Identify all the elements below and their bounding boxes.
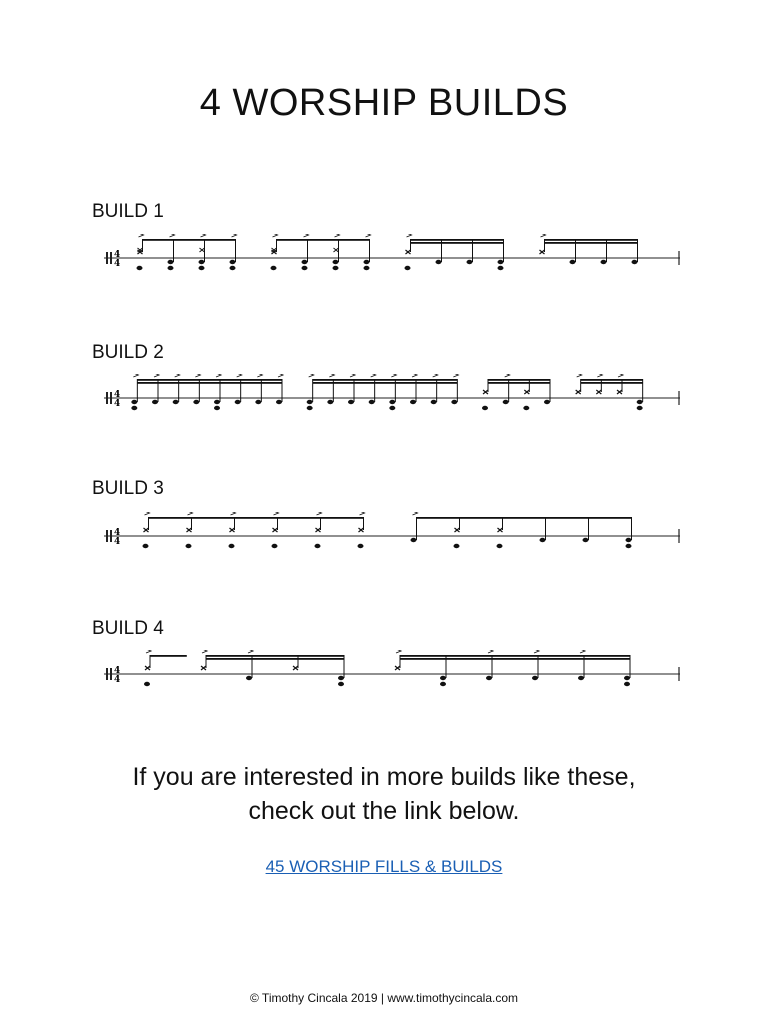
cymbal-note [498, 528, 503, 532]
accent-mark [534, 650, 539, 653]
snare-note [583, 538, 589, 542]
snare-note [168, 260, 174, 264]
build-4-label: BUILD 4 [92, 618, 164, 639]
kick-note [230, 266, 236, 270]
kick-note [624, 682, 630, 686]
time-signature: 4 [114, 390, 121, 400]
snare-note [193, 400, 199, 404]
snare-note [532, 676, 538, 680]
accent-mark [433, 374, 438, 377]
snare-note [436, 260, 442, 264]
accent-mark [232, 234, 237, 237]
build-4-notation [104, 650, 680, 690]
cymbal-note [406, 250, 411, 254]
accent-mark [309, 374, 314, 377]
note-beam [150, 655, 187, 657]
snare-note [302, 260, 308, 264]
accent-mark [139, 234, 144, 237]
accent-mark [170, 234, 175, 237]
accent-mark [407, 234, 412, 237]
cymbal-note [524, 390, 529, 394]
percussion-clef [110, 530, 112, 542]
kick-note [497, 544, 503, 548]
note-beam [581, 382, 643, 384]
worship-fills-link[interactable]: 45 WORSHIP FILLS & BUILDS [265, 857, 503, 876]
cymbal-note [273, 528, 278, 532]
accent-mark [154, 374, 159, 377]
kick-note [482, 406, 488, 410]
snare-note [486, 676, 492, 680]
accent-mark [335, 234, 340, 237]
snare-note [431, 400, 437, 404]
snare-note [440, 676, 446, 680]
percussion-clef [106, 530, 108, 542]
time-signature: 4 [114, 666, 121, 676]
snare-note [632, 260, 638, 264]
kick-note [315, 544, 321, 548]
snare-note [327, 400, 333, 404]
accent-mark [505, 374, 510, 377]
note-beam [206, 658, 344, 660]
cymbal-note [316, 528, 321, 532]
snare-note [389, 400, 395, 404]
kick-note [358, 544, 364, 548]
accent-mark [488, 650, 493, 653]
snare-note [364, 260, 370, 264]
kick-note [405, 266, 411, 270]
note-beam [411, 242, 504, 244]
note-beam [137, 382, 282, 384]
note-beam [277, 239, 370, 241]
kick-note [271, 266, 277, 270]
accent-mark [216, 374, 221, 377]
kick-note [131, 406, 137, 410]
note-beam [488, 379, 550, 381]
cymbal-note [293, 666, 298, 670]
build-3-staff [104, 512, 680, 552]
accent-mark [396, 650, 401, 653]
snare-note [333, 260, 339, 264]
snare-note [199, 260, 205, 264]
snare-note [173, 400, 179, 404]
accent-mark [618, 374, 623, 377]
kick-note [637, 406, 643, 410]
accent-mark [304, 234, 309, 237]
note-beam [400, 655, 630, 657]
cymbal-note [187, 528, 192, 532]
snare-note [152, 400, 158, 404]
accent-mark [350, 374, 355, 377]
note-beam [313, 379, 458, 381]
note-beam [411, 239, 504, 241]
accent-mark [360, 512, 365, 515]
snare-note [544, 400, 550, 404]
snare-note [570, 260, 576, 264]
kick-note [214, 406, 220, 410]
time-signature: 4 [114, 528, 121, 538]
percussion-clef [106, 392, 108, 404]
page-title: 4 WORSHIP BUILDS [199, 82, 569, 124]
snare-note [624, 676, 630, 680]
note-beam [313, 382, 458, 384]
accent-mark [195, 374, 200, 377]
build-4-staff [104, 650, 680, 690]
kick-note [229, 544, 235, 548]
cymbal-note [455, 528, 460, 532]
footer: © Timothy Cincala 2019 | www.timothycincala.com [249, 991, 519, 1005]
snare-note [467, 260, 473, 264]
kick-note [454, 544, 460, 548]
time-signature: 4 [114, 259, 121, 269]
kick-note [389, 406, 395, 410]
snare-note [626, 538, 632, 542]
snare-note [230, 260, 236, 264]
snare-note [540, 538, 546, 542]
build-1-label: BUILD 1 [92, 201, 164, 222]
snare-note [214, 400, 220, 404]
percussion-clef [106, 252, 108, 264]
accent-mark [329, 374, 334, 377]
kick-note [498, 266, 504, 270]
kick-note [168, 266, 174, 270]
snare-note [601, 260, 607, 264]
accent-mark [412, 374, 417, 377]
snare-note [451, 400, 457, 404]
kick-note [440, 682, 446, 686]
accent-mark [541, 234, 546, 237]
kick-note [186, 544, 192, 548]
accent-mark [278, 374, 283, 377]
snare-note [246, 676, 252, 680]
note-beam [581, 379, 643, 381]
cymbal-note [617, 390, 622, 394]
accent-mark [453, 374, 458, 377]
build-2-notation [104, 374, 680, 414]
info-text [0, 760, 768, 828]
cymbal-note [144, 528, 149, 532]
accent-mark [175, 374, 180, 377]
snare-note [503, 400, 509, 404]
accent-mark [366, 234, 371, 237]
build-2-staff [104, 374, 680, 414]
note-beam [400, 658, 630, 660]
note-beam [417, 517, 632, 519]
accent-mark [257, 374, 262, 377]
snare-note [369, 400, 375, 404]
build-1-staff [104, 234, 680, 274]
percussion-clef [110, 668, 112, 680]
kick-note [302, 266, 308, 270]
accent-mark [133, 374, 138, 377]
note-beam [137, 379, 282, 381]
accent-mark [188, 512, 193, 515]
snare-note [131, 400, 137, 404]
cymbal-note [540, 250, 545, 254]
snare-note [307, 400, 313, 404]
kick-note [307, 406, 313, 410]
kick-note [144, 682, 150, 686]
cymbal-note [483, 390, 488, 394]
info-line-1: If you are interested in more builds like these, [132, 763, 636, 791]
cymbal-note [395, 666, 400, 670]
accent-mark [580, 650, 585, 653]
kick-note [333, 266, 339, 270]
snare-note [411, 538, 417, 542]
kick-note [143, 544, 149, 548]
accent-mark [413, 512, 418, 515]
cymbal-note [359, 528, 364, 532]
build-2-label: BUILD 2 [92, 342, 164, 363]
cymbal-note [230, 528, 235, 532]
percussion-clef [106, 668, 108, 680]
snare-note [578, 676, 584, 680]
time-signature: 4 [114, 675, 121, 685]
cymbal-note [201, 666, 206, 670]
accent-mark [146, 650, 151, 653]
kick-note [626, 544, 632, 548]
kick-note [272, 544, 278, 548]
accent-mark [237, 374, 242, 377]
accent-mark [273, 234, 278, 237]
percussion-clef [110, 392, 112, 404]
cymbal-note [576, 390, 581, 394]
snare-note [276, 400, 282, 404]
accent-mark [145, 512, 150, 515]
kick-note [199, 266, 205, 270]
accent-mark [201, 234, 206, 237]
note-beam [206, 655, 344, 657]
accent-mark [317, 512, 322, 515]
build-3-notation [104, 512, 680, 552]
build-3-label: BUILD 3 [92, 478, 164, 499]
accent-mark [202, 650, 207, 653]
kick-note [364, 266, 370, 270]
accent-mark [274, 512, 279, 515]
percussion-clef [110, 252, 112, 264]
time-signature: 4 [114, 537, 121, 547]
snare-note [498, 260, 504, 264]
note-beam [488, 382, 550, 384]
accent-mark [231, 512, 236, 515]
snare-note [637, 400, 643, 404]
info-line-2: check out the link below. [248, 797, 520, 825]
kick-note [137, 266, 143, 270]
cymbal-note [596, 390, 601, 394]
build-1-notation [104, 234, 680, 274]
note-beam [545, 242, 638, 244]
kick-note [338, 682, 344, 686]
hihat-note [334, 248, 339, 252]
note-beam [143, 239, 236, 241]
time-signature: 4 [114, 399, 121, 409]
note-beam [149, 517, 364, 519]
time-signature: 4 [114, 250, 121, 260]
accent-mark [248, 650, 253, 653]
snare-note [338, 676, 344, 680]
accent-mark [391, 374, 396, 377]
note-beam [545, 239, 638, 241]
hihat-note [200, 248, 205, 252]
kick-note [523, 406, 529, 410]
accent-mark [577, 374, 582, 377]
snare-note [235, 400, 241, 404]
accent-mark [597, 374, 602, 377]
cta-link-wrapper [0, 857, 768, 877]
snare-note [255, 400, 261, 404]
snare-note [410, 400, 416, 404]
cymbal-note [145, 666, 150, 670]
accent-mark [371, 374, 376, 377]
snare-note [348, 400, 354, 404]
